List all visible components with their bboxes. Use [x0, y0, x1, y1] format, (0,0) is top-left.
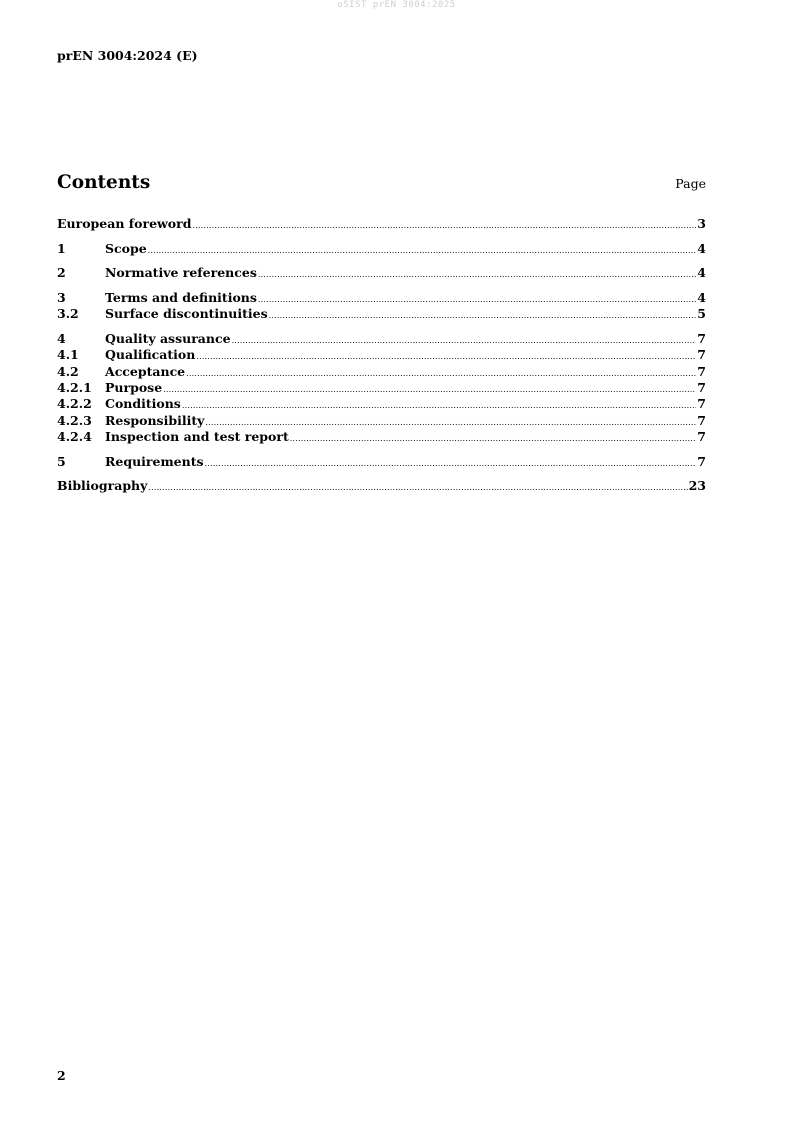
- toc-entry-acceptance[interactable]: [57, 364, 706, 380]
- toc-page-column-label: Page: [675, 176, 706, 191]
- toc-entry-scope[interactable]: [57, 241, 706, 257]
- toc-entry-page: 7: [697, 363, 706, 379]
- toc-dot-leader: [269, 308, 697, 324]
- toc-entry-label: Surface discontinuities: [105, 306, 268, 322]
- toc-entry-page: 4: [697, 290, 706, 306]
- toc-entry-label: Qualification: [105, 347, 196, 363]
- toc-entry-number: 4.2: [57, 363, 79, 379]
- toc-entry-label: Conditions: [105, 396, 181, 412]
- toc-entry-page: 23: [688, 478, 706, 494]
- toc-entry-number: 4: [57, 331, 66, 347]
- toc-entry-page: 5: [697, 306, 706, 322]
- toc-entry-number: 4.2.4: [57, 428, 92, 444]
- toc-entry-page: 7: [697, 412, 706, 428]
- toc-entry-number: 4.1: [57, 347, 79, 363]
- toc-entry-requirements[interactable]: [57, 454, 706, 470]
- toc-entry-surface-discontinuities[interactable]: [57, 306, 706, 322]
- toc-dot-leader: [290, 431, 697, 447]
- table-of-contents: [57, 216, 706, 495]
- toc-heading: [57, 172, 706, 193]
- toc-entry-page: 7: [697, 428, 706, 444]
- toc-entry-label: Inspection and test report: [105, 428, 289, 444]
- toc-entry-label: Purpose: [105, 379, 163, 395]
- toc-entry-label: Requirements: [105, 453, 204, 469]
- toc-dot-leader: [148, 480, 687, 496]
- toc-title: Contents: [57, 172, 151, 193]
- toc-dot-leader: [258, 292, 696, 308]
- watermark: oSIST prEN 3004:2025: [337, 0, 456, 10]
- toc-entry-bibliography[interactable]: [57, 478, 706, 494]
- toc-entry-page: 4: [697, 240, 706, 256]
- toc-entry-number: 3: [57, 290, 66, 306]
- toc-entry-normative-references[interactable]: [57, 265, 706, 281]
- toc-entry-page: 7: [697, 453, 706, 469]
- toc-entry-quality-assurance[interactable]: [57, 331, 706, 347]
- toc-dot-leader: [205, 456, 697, 472]
- toc-dot-leader: [192, 218, 696, 234]
- toc-entry-responsibility[interactable]: [57, 413, 706, 429]
- toc-entry-page: 3: [697, 216, 706, 231]
- toc-entry-number: 4.2.2: [57, 396, 92, 412]
- toc-dot-leader: [196, 349, 696, 365]
- toc-entry-purpose[interactable]: [57, 380, 706, 396]
- toc-entry-inspection-and-test-report[interactable]: [57, 429, 706, 445]
- toc-entry-label: Acceptance: [105, 363, 186, 379]
- toc-entry-number: 4.2.1: [57, 379, 92, 395]
- toc-entry-label: Responsibility: [105, 412, 205, 428]
- toc-entry-page: 7: [697, 396, 706, 412]
- toc-entry-page: 4: [697, 265, 706, 281]
- toc-entry-label: Bibliography: [57, 478, 148, 494]
- toc-entry-european-foreword[interactable]: [57, 216, 706, 232]
- toc-entry-label: Normative references: [105, 265, 257, 281]
- toc-entry-label: Scope: [105, 240, 147, 256]
- toc-entry-page: 7: [697, 379, 706, 395]
- page-number: 2: [57, 1068, 66, 1083]
- toc-entry-number: 1: [57, 240, 66, 256]
- toc-entry-page: 7: [697, 347, 706, 363]
- toc-entry-page: 7: [697, 331, 706, 347]
- document-id: prEN 3004:2024 (E): [57, 48, 198, 63]
- toc-entry-terms-and-definitions[interactable]: [57, 290, 706, 306]
- toc-entry-label: European foreword: [57, 216, 192, 231]
- toc-dot-leader: [232, 333, 697, 349]
- toc-entry-number: 4.2.3: [57, 412, 92, 428]
- toc-dot-leader: [148, 243, 697, 259]
- toc-dot-leader: [163, 382, 696, 398]
- toc-entry-label: Quality assurance: [105, 331, 231, 347]
- toc-entry-number: 2: [57, 265, 66, 281]
- toc-entry-qualification[interactable]: [57, 347, 706, 363]
- toc-dot-leader: [186, 366, 696, 382]
- toc-entry-number: 5: [57, 453, 66, 469]
- toc-entry-label: Terms and definitions: [105, 290, 257, 306]
- toc-entry-number: 3.2: [57, 306, 79, 322]
- toc-entry-conditions[interactable]: [57, 396, 706, 412]
- toc-dot-leader: [258, 267, 696, 283]
- toc-dot-leader: [182, 398, 696, 414]
